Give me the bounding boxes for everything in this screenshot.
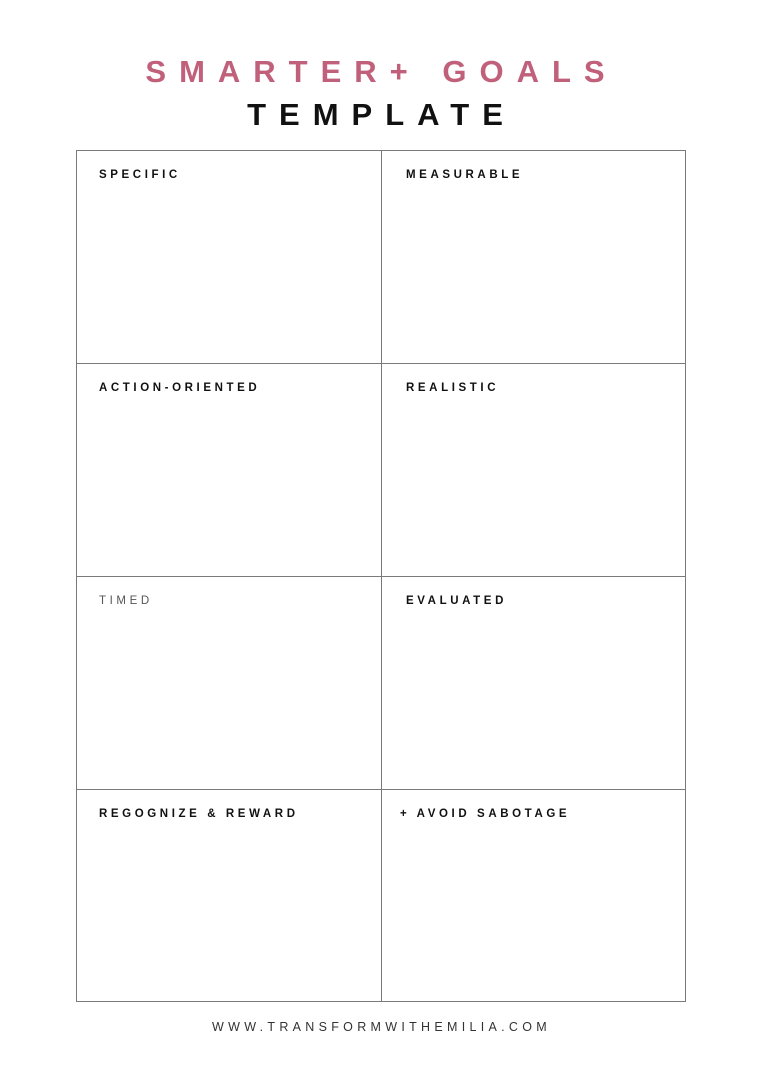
- goal-box-evaluated[interactable]: [382, 577, 686, 790]
- goal-box-label: REGOGNIZE & REWARD: [99, 808, 299, 820]
- footer-website: WWW.TRANSFORMWITHEMILIA.COM: [212, 1020, 551, 1034]
- goal-box-timed[interactable]: [77, 577, 382, 790]
- goal-box-label: MEASURABLE: [406, 169, 524, 181]
- goal-box-label: EVALUATED: [406, 595, 507, 607]
- goal-box-avoid-sabotage[interactable]: [382, 790, 686, 1002]
- goal-box-label: + AVOID SABOTAGE: [400, 808, 571, 820]
- goal-box-measurable[interactable]: [382, 151, 686, 364]
- page-title-secondary: TEMPLATE: [247, 97, 516, 132]
- page-title-primary: SMARTER+ GOALS: [145, 54, 618, 89]
- goals-grid: [76, 150, 686, 1002]
- goal-box-action-oriented[interactable]: [77, 364, 382, 577]
- goal-box-label: SPECIFIC: [99, 169, 181, 181]
- goal-box-label: ACTION-ORIENTED: [99, 382, 261, 394]
- goal-box-specific[interactable]: [77, 151, 382, 364]
- goal-box-label: TIMED: [99, 595, 153, 607]
- goal-box-label: REALISTIC: [406, 382, 500, 394]
- goal-box-realistic[interactable]: [382, 364, 686, 577]
- goal-box-recognize-reward[interactable]: [77, 790, 382, 1002]
